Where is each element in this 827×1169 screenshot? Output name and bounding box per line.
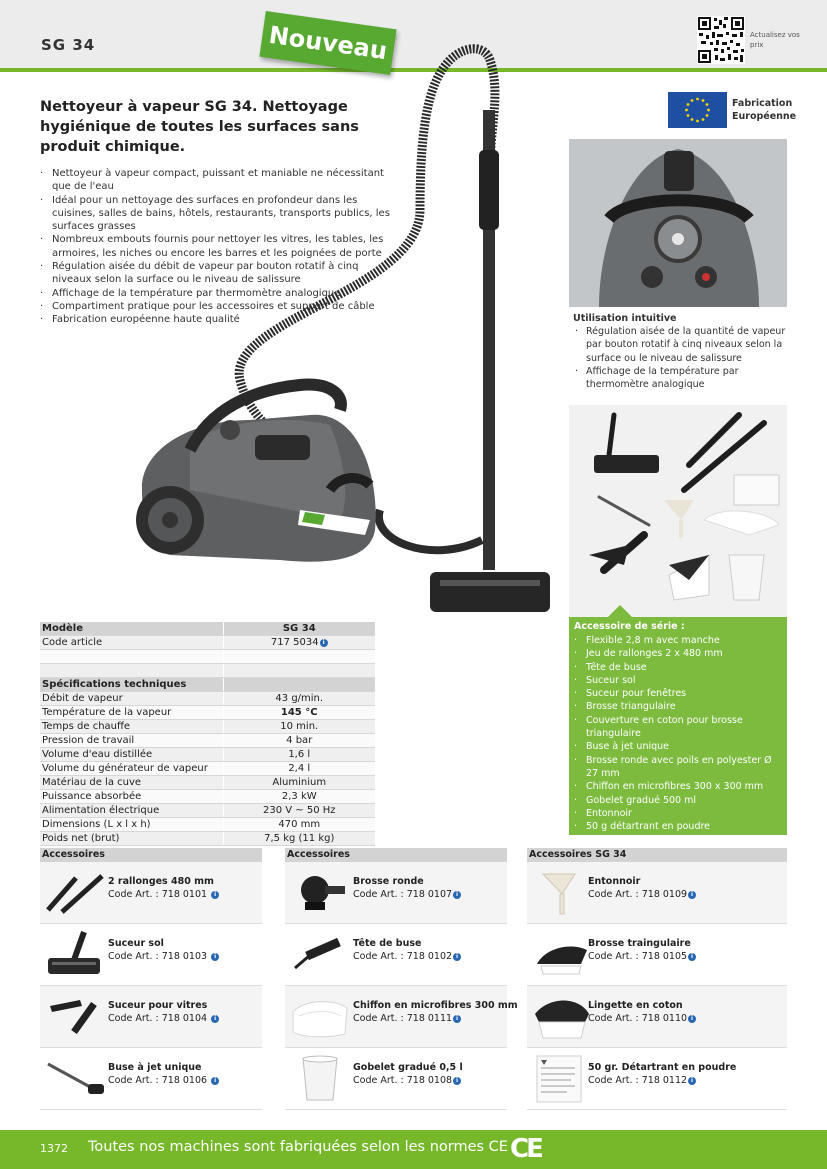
accessory-name: Brosse traingulaire — [588, 938, 691, 949]
spec-row — [40, 776, 375, 790]
feature-item: · Idéal pour un nettoyage des surfaces en profondeur dans les cuisines, salles de bains, hôtels, restaurants, transports publics, les surfaces grasses — [40, 194, 400, 234]
spec-value: Aluminium — [223, 776, 375, 790]
footer-text: Toutes nos machines sont fabriquées selon les normes CE — [88, 1139, 508, 1155]
accessory-code: Code Art. : 718 0102 — [353, 951, 453, 962]
series-accessory-item: · Flexible 2,8 m avec manche — [574, 634, 784, 647]
series-accessory-item: · Brosse triangulaire — [574, 700, 784, 713]
spec-value: 145 °C — [223, 706, 375, 720]
info-icon[interactable]: i — [453, 1077, 461, 1085]
feature-item: · Compartiment pratique pour les accessoires et support de câble — [40, 300, 400, 313]
info-icon[interactable]: i — [211, 1077, 219, 1085]
eu-flag-icon — [668, 92, 727, 128]
accessory-code: Code Art. : 718 0110 — [588, 1013, 688, 1024]
intuitive-list — [573, 325, 791, 391]
eu-badge-text — [732, 97, 796, 123]
spec-model-label: Modèle — [40, 622, 223, 636]
series-accessory-item: · Entonnoir — [574, 807, 784, 820]
series-accessory-item: · Couverture en coton pour brosse triangulaire — [574, 714, 784, 741]
accessory-row[interactable] — [527, 924, 787, 986]
spec-value: 2,3 kW — [223, 790, 375, 804]
series-accessory-item: · Buse à jet unique — [574, 740, 784, 753]
accessory-code-line — [588, 1075, 696, 1086]
eu-badge-line2: Européenne — [732, 111, 797, 122]
headline: Nettoyeur à vapeur SG 34. Nettoyage hygiénique de toutes les surfaces sans produit chimique. — [40, 99, 359, 155]
spec-value: 470 mm — [223, 818, 375, 832]
spec-label: Alimentation électrique — [40, 804, 223, 818]
descaler-sachet-icon — [531, 1054, 593, 1104]
spec-model-value: SG 34 — [223, 622, 375, 636]
info-icon[interactable]: i — [688, 1077, 696, 1085]
spec-label: Matériau de la cuve — [40, 776, 223, 790]
eu-badge-line1: Fabrication — [732, 98, 793, 109]
floor-nozzle-icon — [44, 930, 106, 980]
accessory-code: Code Art. : 718 0111 — [353, 1013, 453, 1024]
spec-value: 230 V ~ 50 Hz — [223, 804, 375, 818]
new-badge: Nouveau — [259, 11, 396, 75]
intuitive-item: · Affichage de la température par thermomètre analogique — [573, 365, 791, 392]
info-icon[interactable]: i — [453, 1015, 461, 1023]
feature-list — [40, 167, 400, 327]
ce-mark-icon: CE — [510, 1134, 541, 1164]
footer — [0, 1130, 827, 1169]
spec-row — [40, 734, 375, 748]
spec-label: Volume du générateur de vapeur — [40, 762, 223, 776]
accessory-name: Brosse ronde — [353, 876, 424, 887]
accessory-code-line — [353, 1075, 461, 1086]
spec-value: 10 min. — [223, 720, 375, 734]
round-brush-icon — [289, 868, 351, 918]
spec-value: 43 g/min. — [223, 692, 375, 706]
funnel-icon — [531, 868, 593, 918]
accessory-name: Buse à jet unique — [108, 1062, 202, 1073]
info-icon[interactable]: i — [688, 1015, 696, 1023]
series-accessory-item: · Suceur pour fenêtres — [574, 687, 784, 700]
accessory-row[interactable] — [527, 1048, 787, 1110]
spec-row — [40, 636, 375, 650]
spec-label: Volume d'eau distillée — [40, 748, 223, 762]
series-accessories-list — [574, 634, 784, 833]
series-accessory-item: · Brosse ronde avec poils en polyester Ø 27 mm — [574, 754, 784, 781]
accessory-row[interactable] — [527, 986, 787, 1048]
accessory-code: Code Art. : 718 0101 — [108, 889, 208, 900]
info-icon[interactable]: i — [211, 953, 219, 961]
measuring-cup-icon — [289, 1054, 351, 1104]
accessory-code-line — [353, 951, 461, 962]
series-accessory-item: · Suceur sol — [574, 674, 784, 687]
accessory-name: Suceur pour vitres — [108, 1000, 208, 1011]
spec-row — [40, 832, 375, 846]
spec-row — [40, 804, 375, 818]
accessory-row[interactable] — [285, 924, 507, 986]
accessory-code-line — [588, 1013, 696, 1024]
accessory-code-line — [353, 889, 461, 900]
accessory-code-line — [353, 1013, 461, 1024]
accessory-row[interactable] — [285, 1048, 507, 1110]
accessories-column — [40, 848, 262, 1110]
spec-row — [40, 790, 375, 804]
spec-section-row — [40, 678, 375, 692]
feature-item: · Fabrication européenne haute qualité — [40, 313, 400, 326]
spec-row — [40, 818, 375, 832]
spec-row — [40, 706, 375, 720]
accessory-code-line — [108, 889, 219, 900]
accessory-code-line — [108, 951, 219, 962]
model-code: SG 34 — [41, 36, 96, 54]
series-accessories-box — [569, 617, 787, 835]
spec-row — [40, 748, 375, 762]
spec-label: Puissance absorbée — [40, 790, 223, 804]
spec-row — [40, 692, 375, 706]
feature-item: · Régulation aisée du débit de vapeur par bouton rotatif à cinq niveaux selon la surface ou le niveau de salissure — [40, 260, 400, 287]
accessory-code-line — [108, 1013, 219, 1024]
series-callout-arrow — [608, 605, 632, 617]
spec-label: Poids net (brut) — [40, 832, 223, 846]
intuitive-title: Utilisation intuitive — [573, 313, 677, 324]
spec-header-row — [40, 622, 375, 636]
accessories-column — [527, 848, 787, 1110]
accessory-code: Code Art. : 718 0106 — [108, 1075, 208, 1086]
accessory-name: Entonnoir — [588, 876, 641, 887]
accessory-name: Tête de buse — [353, 938, 422, 949]
info-icon[interactable]: i — [688, 953, 696, 961]
info-icon[interactable]: i — [211, 1015, 219, 1023]
spec-code-label: Code article — [40, 636, 223, 650]
accessory-row[interactable] — [527, 862, 787, 924]
control-panel-photo — [569, 139, 787, 307]
accessory-code-line — [588, 889, 696, 900]
accessory-code: Code Art. : 718 0104 — [108, 1013, 208, 1024]
accessories-column-title: Accessoires SG 34 — [527, 848, 787, 862]
spec-value: 7,5 kg (11 kg) — [223, 832, 375, 846]
accessory-name: Suceur sol — [108, 938, 164, 949]
spec-value: 4 bar — [223, 734, 375, 748]
spec-label: Dimensions (L x l x h) — [40, 818, 223, 832]
accessories-column — [285, 848, 518, 1110]
spec-value: 2,4 l — [223, 762, 375, 776]
accessory-name: Gobelet gradué 0,5 l — [353, 1062, 463, 1073]
info-icon[interactable]: i — [688, 891, 696, 899]
accessory-name: Chiffon en microfibres 300 mm — [353, 1000, 518, 1011]
accessory-code: Code Art. : 718 0108 — [353, 1075, 453, 1086]
feature-item: · Nettoyeur à vapeur compact, puissant et maniable ne nécessitant que de l'eau — [40, 167, 400, 194]
accessories-photo — [569, 405, 787, 617]
microfiber-cloth-icon — [289, 992, 351, 1042]
accessory-code: Code Art. : 718 0103 — [108, 951, 208, 962]
info-icon[interactable]: i — [453, 953, 461, 961]
accessory-row[interactable] — [285, 862, 507, 924]
spec-row — [40, 762, 375, 776]
spec-section-label: Spécifications techniques — [40, 678, 223, 692]
feature-item: · Affichage de la température par thermomètre analogique — [40, 287, 400, 300]
accessory-code: Code Art. : 718 0105 — [588, 951, 688, 962]
qr-note: Actualisez vos prix — [750, 31, 800, 49]
nozzle-head-icon — [289, 930, 351, 980]
jet-nozzle-icon — [44, 1054, 106, 1104]
feature-item: · Nombreux embouts fournis pour nettoyer les vitres, les tables, les armoires, les niches ou encore les barres et les poignées de porte — [40, 233, 400, 260]
window-nozzle-icon — [44, 992, 106, 1042]
spec-value: 1,6 l — [223, 748, 375, 762]
series-accessory-item: · Gobelet gradué 500 ml — [574, 794, 784, 807]
spec-row-empty — [40, 664, 375, 678]
spec-label: Débit de vapeur — [40, 692, 223, 706]
accessories-column-title: Accessoires — [40, 848, 262, 862]
triangle-brush-icon — [531, 930, 593, 980]
spec-code-value: 717 5034 — [270, 637, 319, 648]
extension-tubes-icon — [44, 868, 106, 918]
info-icon[interactable]: i — [320, 639, 328, 647]
accessory-code: Code Art. : 718 0107 — [353, 889, 453, 900]
info-icon[interactable]: i — [211, 891, 219, 899]
accessory-code-line — [108, 1075, 219, 1086]
spec-row — [40, 720, 375, 734]
accessory-row[interactable] — [40, 924, 262, 986]
spec-label: Temps de chauffe — [40, 720, 223, 734]
accessory-code: Code Art. : 718 0112 — [588, 1075, 688, 1086]
spec-label: Température de la vapeur — [40, 706, 223, 720]
accessory-code: Code Art. : 718 0109 — [588, 889, 688, 900]
accessories-column-title: Accessoires — [285, 848, 507, 862]
accessory-row[interactable] — [40, 1048, 262, 1110]
intuitive-item: · Régulation aisée de la quantité de vapeur par bouton rotatif à cinq niveaux selon la surface ou le niveau de salissure — [573, 325, 791, 365]
page-number: 1372 — [40, 1142, 68, 1155]
spec-code-cell — [223, 636, 375, 650]
accessory-name: 2 rallonges 480 mm — [108, 876, 214, 887]
accessory-row[interactable] — [40, 986, 262, 1048]
accessory-name: Lingette en coton — [588, 1000, 683, 1011]
series-accessories-title: Accessoire de série : — [574, 621, 685, 632]
qr-code-icon[interactable] — [697, 16, 745, 64]
cotton-cover-icon — [531, 992, 593, 1042]
series-accessory-item: · 50 g détartrant en poudre — [574, 820, 784, 833]
accessory-code-line — [588, 951, 696, 962]
accessory-row[interactable] — [40, 862, 262, 924]
spec-label: Pression de travail — [40, 734, 223, 748]
series-accessory-item: · Chiffon en microfibres 300 x 300 mm — [574, 780, 784, 793]
spec-row-empty — [40, 650, 375, 664]
series-accessory-item: · Jeu de rallonges 2 x 480 mm — [574, 647, 784, 660]
accessory-row[interactable] — [285, 986, 518, 1048]
accessory-name: 50 gr. Détartrant en poudre — [588, 1062, 737, 1073]
series-accessory-item: · Tête de buse — [574, 661, 784, 674]
spec-table — [40, 622, 375, 846]
info-icon[interactable]: i — [453, 891, 461, 899]
